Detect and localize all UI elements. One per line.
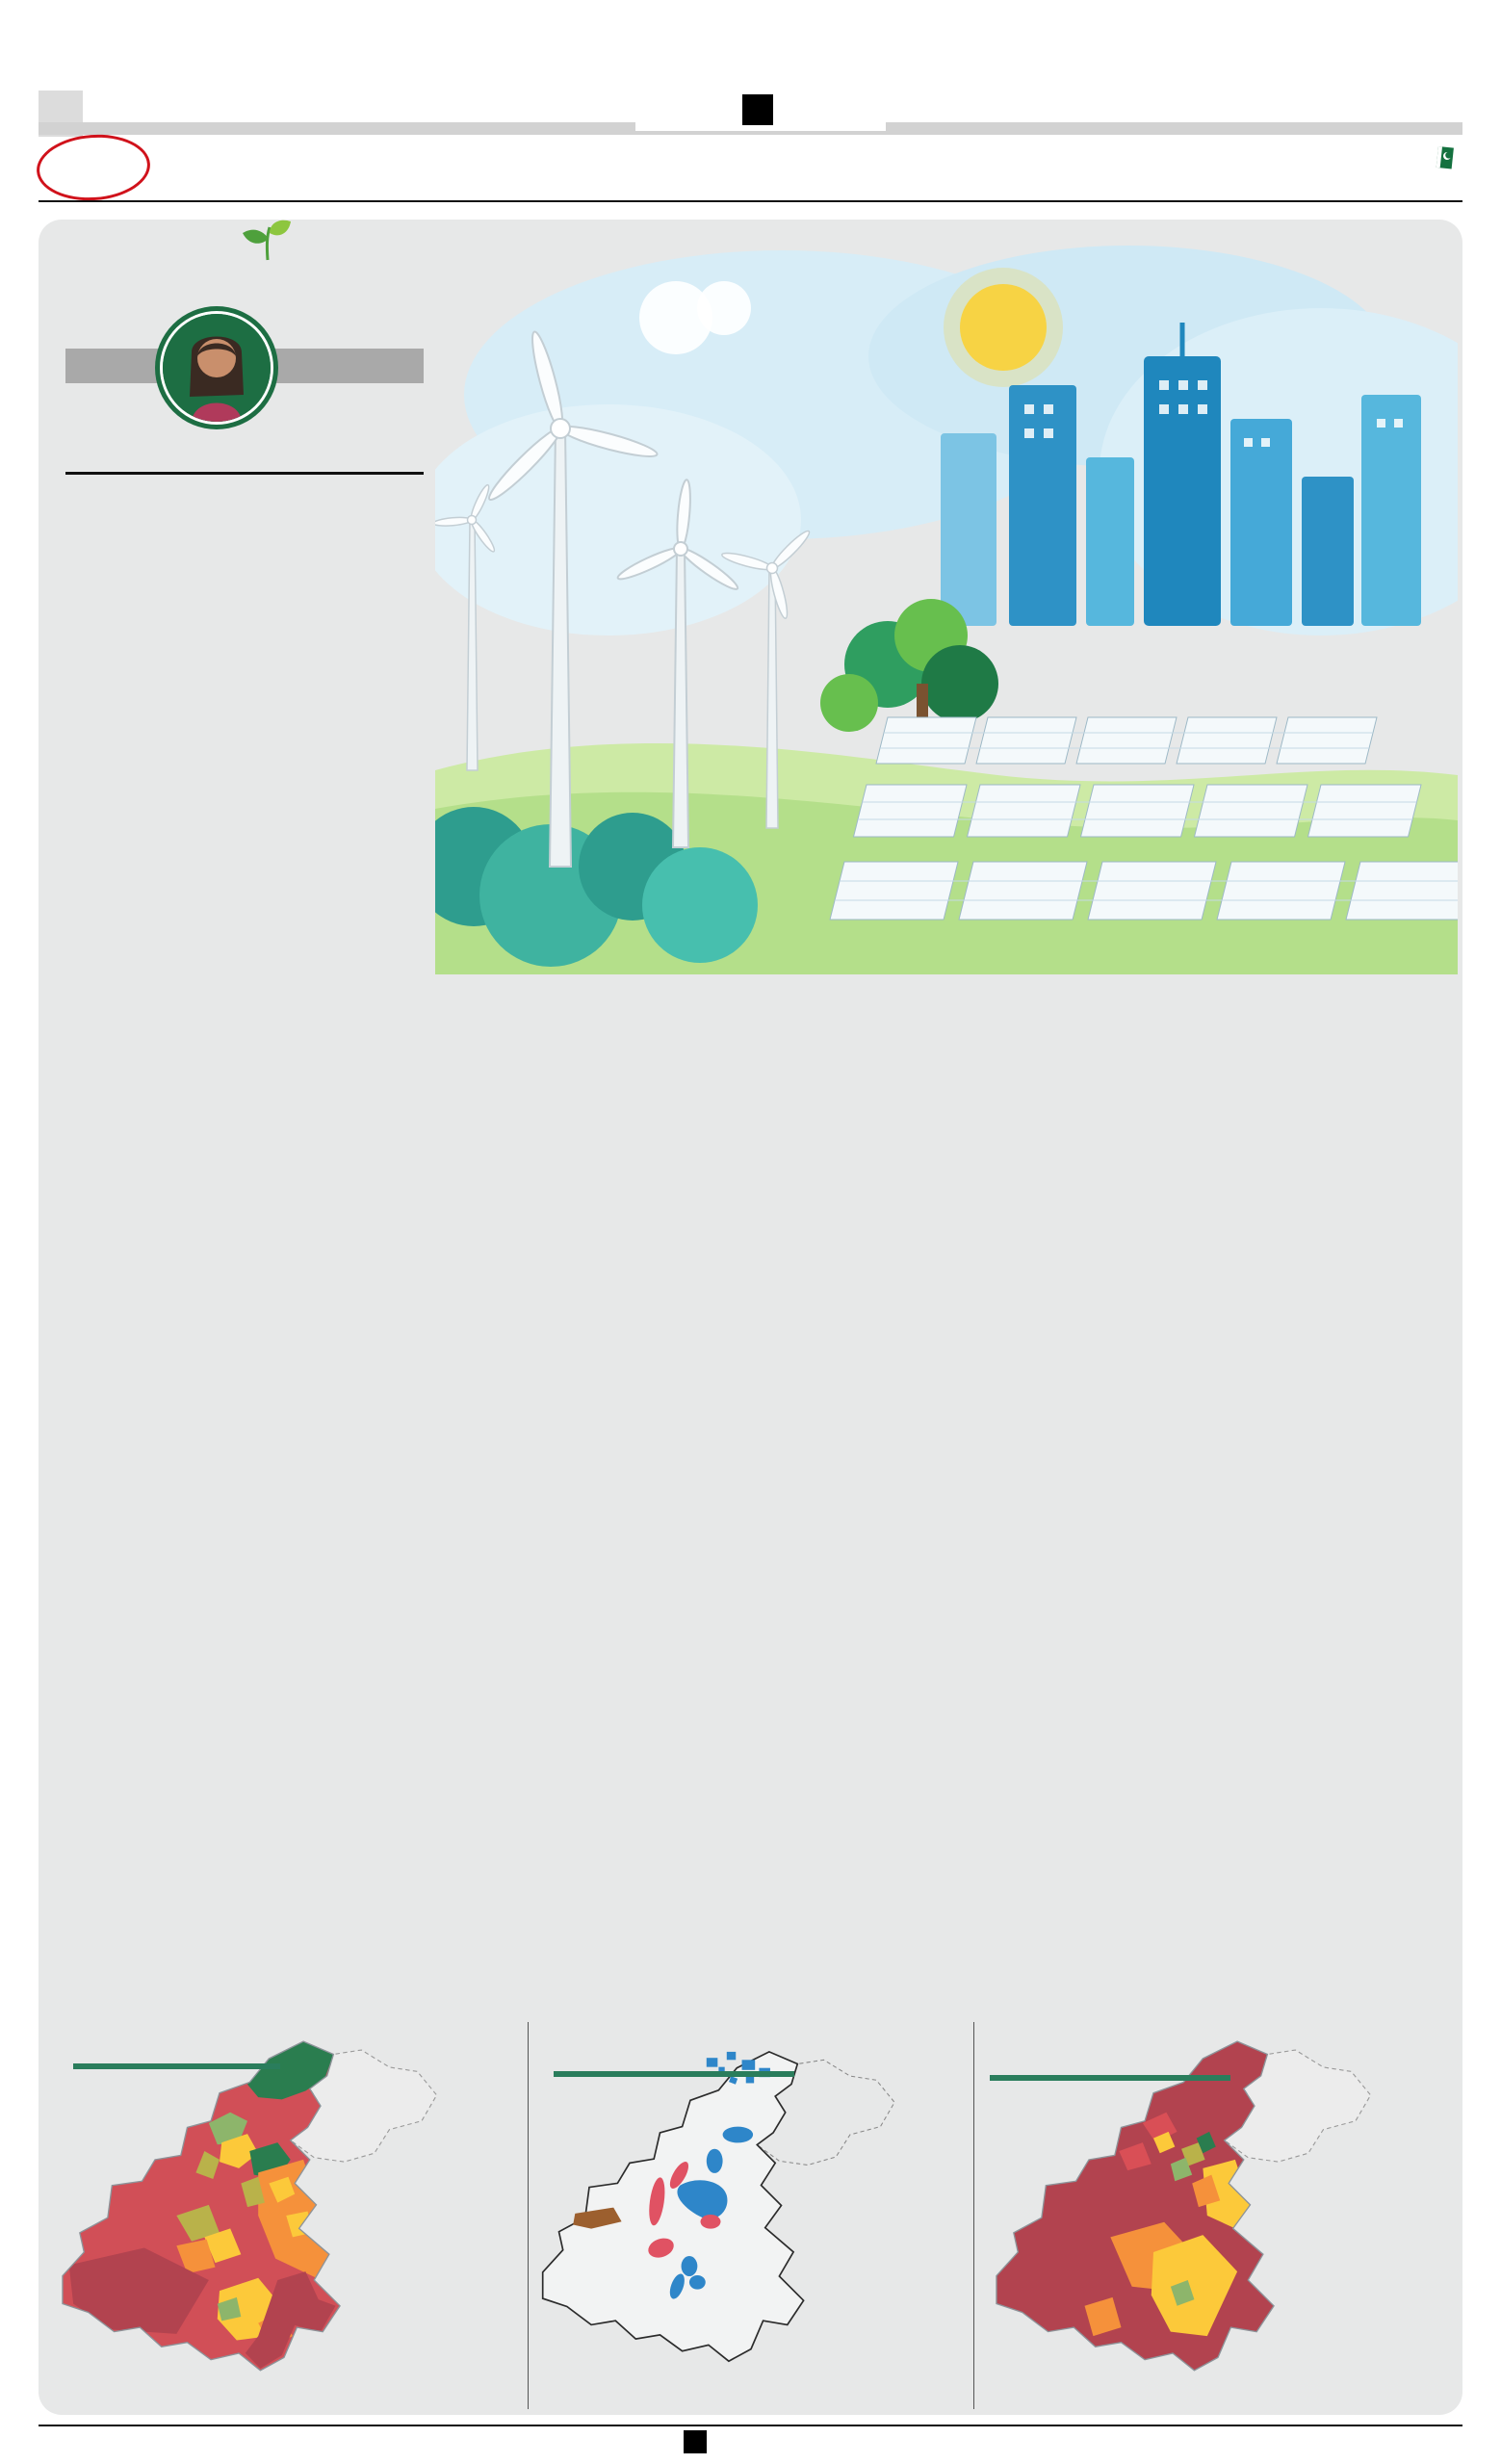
footer-rule [39, 2425, 1462, 2426]
hero-illustration [435, 231, 1458, 974]
bol-logo-icon [684, 2430, 707, 2453]
header-rule [39, 200, 1462, 202]
map-title [554, 2064, 794, 2077]
article-column-4 [1119, 974, 1452, 2012]
byline-rule [65, 472, 424, 475]
section-logo-national-focus [40, 146, 60, 183]
masthead [635, 92, 886, 131]
pakistan-choropleth-map [46, 2022, 522, 2409]
map-geothermal-potential [528, 2022, 974, 2409]
sun-icon [960, 284, 1047, 371]
solar-panels-icon [830, 717, 1458, 920]
pakistan-outline-map [529, 2022, 973, 2409]
national-focus-word2 [40, 146, 60, 182]
leaf-icon [241, 220, 295, 262]
pakistan-flag-icon [1436, 146, 1457, 175]
map-village-electrification [46, 2022, 522, 2409]
article-column-2 [451, 974, 768, 2012]
author-photo [155, 306, 278, 429]
section-logo-national-nerve [1432, 146, 1461, 175]
focus-ellipse [35, 131, 152, 204]
article-column-1 [65, 487, 435, 2012]
map-title [990, 2068, 1230, 2081]
map-title [73, 2057, 280, 2069]
map-gas-access [978, 2022, 1458, 2409]
bol-logo-icon [742, 94, 773, 125]
footer-logo [684, 2430, 711, 2453]
article-column-3 [782, 974, 1105, 2012]
